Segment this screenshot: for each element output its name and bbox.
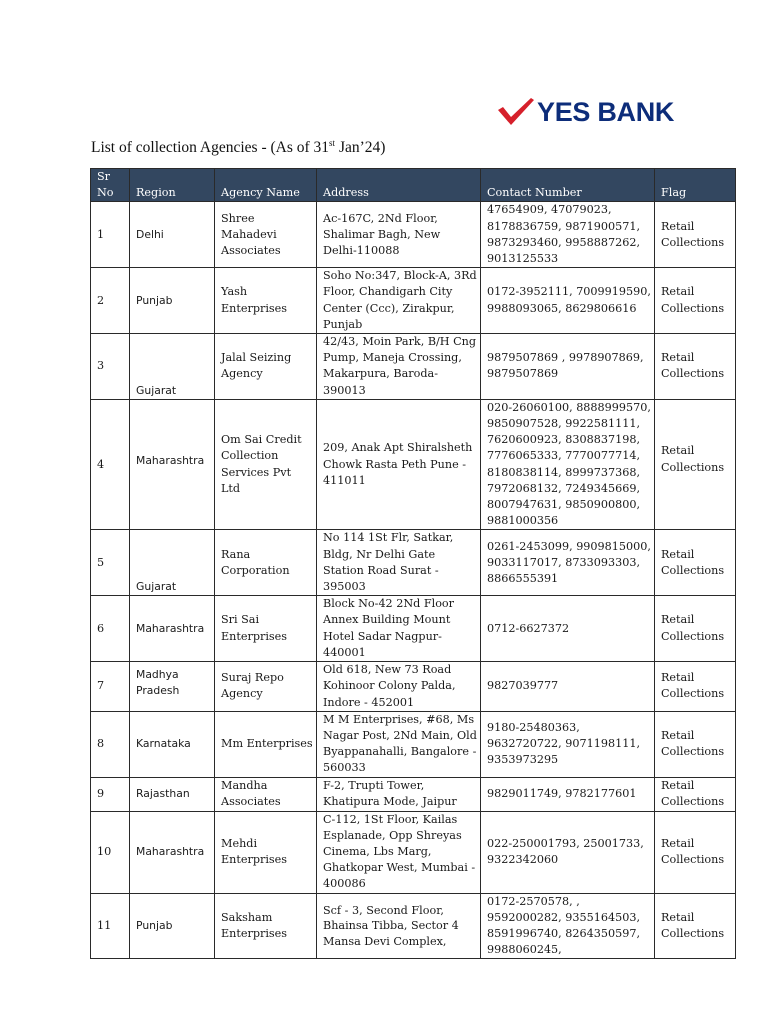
contact-number-cell: 022-250001793, 25001733, 9322342060 (481, 811, 655, 893)
contact-number-cell: 020-26060100, 8888999570, 9850907528, 9922581111, 7620600923, 8308837198, 7776065333, 7770077714, 8180838114, 8999737368, 7972068132, 7249345669, 8007947631, 9850900800, 9881000356 (481, 399, 655, 530)
agency-name-cell: Saksham Enterprises (215, 893, 317, 959)
agency-name-cell: Mehdi Enterprises (215, 811, 317, 893)
agency-name-cell: Shree Mahadevi Associates (215, 202, 317, 268)
yes-bank-logo (497, 95, 674, 129)
address-cell: Scf - 3, Second Floor, Bhainsa Tibba, Sector 4 Mansa Devi Complex, (317, 893, 481, 959)
region-cell: Maharashtra (130, 399, 215, 530)
sr-no-cell: 5 (91, 530, 130, 596)
column-header-region: Region (130, 169, 215, 202)
flag-cell: Retail Collections (655, 202, 736, 268)
table-row (91, 530, 736, 596)
table-row (91, 202, 736, 268)
sr-no-cell: 3 (91, 334, 130, 400)
table-row (91, 399, 736, 530)
address-cell: No 114 1St Flr, Satkar, Bldg, Nr Delhi Gate Station Road Surat - 395003 (317, 530, 481, 596)
flag-cell: Retail Collections (655, 334, 736, 400)
sr-no-cell: 6 (91, 596, 130, 662)
flag-cell: Retail Collections (655, 777, 736, 811)
contact-number-cell: 0172-2570578, , 9592000282, 9355164503, 8591996740, 8264350597, 9988060245, (481, 893, 655, 959)
flag-cell: Retail Collections (655, 711, 736, 777)
title-prefix: List of collection Agencies - (As of 31 (91, 139, 330, 157)
agency-name-cell: Yash Enterprises (215, 268, 317, 334)
sr-no-cell: 10 (91, 811, 130, 893)
agency-name-cell: Suraj Repo Agency (215, 662, 317, 712)
table-row (91, 777, 736, 811)
contact-number-cell: 9180-25480363, 9632720722, 9071198111, 9353973295 (481, 711, 655, 777)
sr-no-cell: 11 (91, 893, 130, 959)
agency-name-cell: Mandha Associates (215, 777, 317, 811)
agencies-table (90, 168, 736, 959)
column-header-contact-number: Contact Number (481, 169, 655, 202)
logo-text: YES BANK (537, 96, 675, 127)
region-cell: Punjab (130, 893, 215, 959)
sr-no-cell: 9 (91, 777, 130, 811)
region-cell: Delhi (130, 202, 215, 268)
contact-number-cell: 9829011749, 9782177601 (481, 777, 655, 811)
region-cell: Maharashtra (130, 596, 215, 662)
sr-no-cell: 7 (91, 662, 130, 712)
address-cell: Soho No:347, Block-A, 3Rd Floor, Chandigarh City Center (Ccc), Zirakpur, Punjab (317, 268, 481, 334)
table-row (91, 662, 736, 712)
contact-number-cell: 0172-3952111, 7009919590, 9988093065, 8629806616 (481, 268, 655, 334)
table-row (91, 596, 736, 662)
contact-number-cell: 0261-2453099, 9909815000, 9033117017, 8733093303, 8866555391 (481, 530, 655, 596)
contact-number-cell: 9879507869 , 9978907869, 9879507869 (481, 334, 655, 400)
column-header-agency-name: Agency Name (215, 169, 317, 202)
table-row (91, 893, 736, 959)
column-header-address: Address (317, 169, 481, 202)
address-cell: Old 618, New 73 Road Kohinoor Colony Palda, Indore - 452001 (317, 662, 481, 712)
checkmark-icon (497, 97, 535, 127)
column-header-sr-no: Sr No (91, 169, 130, 202)
agency-name-cell: Sri Sai Enterprises (215, 596, 317, 662)
table-row (91, 334, 736, 400)
flag-cell: Retail Collections (655, 662, 736, 712)
sr-no-cell: 2 (91, 268, 130, 334)
agency-name-cell: Mm Enterprises (215, 711, 317, 777)
sr-no-cell: 1 (91, 202, 130, 268)
table-row (91, 268, 736, 334)
table-row (91, 811, 736, 893)
region-cell: Maharashtra (130, 811, 215, 893)
address-cell: M M Enterprises, #68, Ms Nagar Post, 2Nd Main, Old Byappanahalli, Bangalore - 560033 (317, 711, 481, 777)
column-header-flag: Flag (655, 169, 736, 202)
title-superscript: st (329, 138, 336, 148)
address-cell: 42/43, Moin Park, B/H Cng Pump, Maneja Crossing, Makarpura, Baroda-390013 (317, 334, 481, 400)
agency-name-cell: Rana Corporation (215, 530, 317, 596)
flag-cell: Retail Collections (655, 893, 736, 959)
region-cell: Gujarat (130, 530, 215, 596)
contact-number-cell: 47654909, 47079023, 8178836759, 9871900571, 9873293460, 9958887262, 9013125533 (481, 202, 655, 268)
region-cell: Gujarat (130, 334, 215, 400)
flag-cell: Retail Collections (655, 530, 736, 596)
sr-no-cell: 8 (91, 711, 130, 777)
contact-number-cell: 9827039777 (481, 662, 655, 712)
region-cell: Punjab (130, 268, 215, 334)
table-header-row (91, 169, 736, 202)
address-cell: Ac-167C, 2Nd Floor, Shalimar Bagh, New Delhi-110088 (317, 202, 481, 268)
contact-number-cell: 0712-6627372 (481, 596, 655, 662)
flag-cell: Retail Collections (655, 596, 736, 662)
address-cell: 209, Anak Apt Shiralsheth Chowk Rasta Peth Pune - 411011 (317, 399, 481, 530)
flag-cell: Retail Collections (655, 268, 736, 334)
address-cell: F-2, Trupti Tower, Khatipura Mode, Jaipur (317, 777, 481, 811)
region-cell: Madhya Pradesh (130, 662, 215, 712)
document-title (91, 138, 385, 157)
sr-no-cell: 4 (91, 399, 130, 530)
title-suffix: Jan’24) (335, 139, 386, 157)
agency-name-cell: Jalal Seizing Agency (215, 334, 317, 400)
table-row (91, 711, 736, 777)
agency-name-cell: Om Sai Credit Collection Services Pvt Ltd (215, 399, 317, 530)
region-cell: Rajasthan (130, 777, 215, 811)
flag-cell: Retail Collections (655, 399, 736, 530)
address-cell: C-112, 1St Floor, Kailas Esplanade, Opp Shreyas Cinema, Lbs Marg, Ghatkopar West, Mumbai - 400086 (317, 811, 481, 893)
flag-cell: Retail Collections (655, 811, 736, 893)
address-cell: Block No-42 2Nd Floor Annex Building Mount Hotel Sadar Nagpur-440001 (317, 596, 481, 662)
region-cell: Karnataka (130, 711, 215, 777)
